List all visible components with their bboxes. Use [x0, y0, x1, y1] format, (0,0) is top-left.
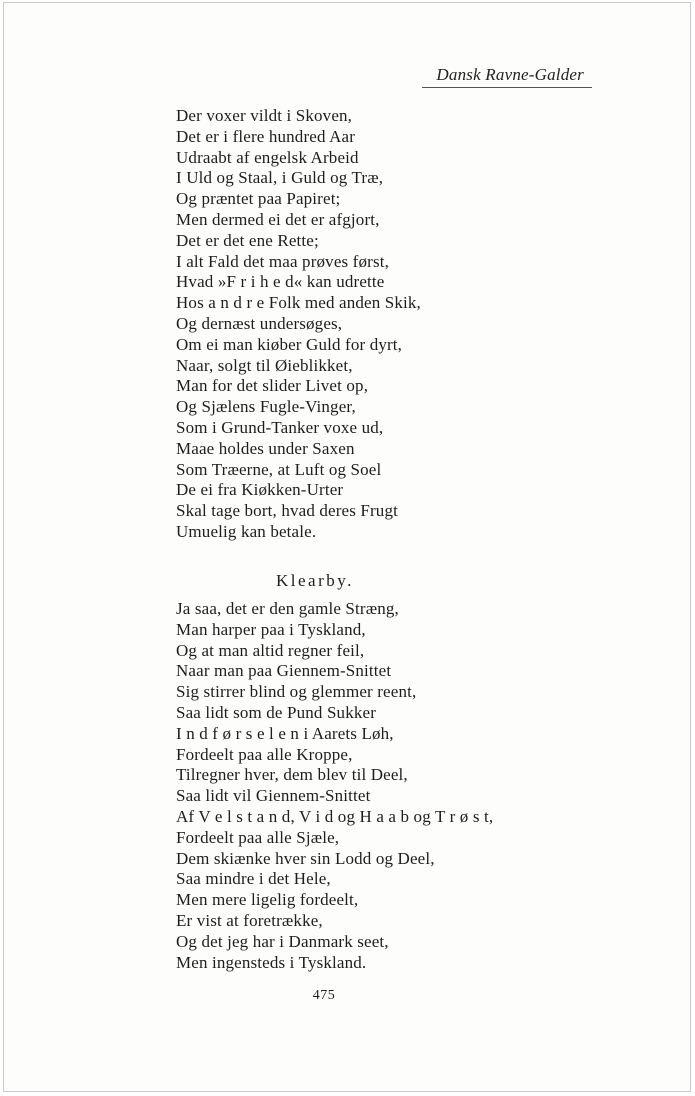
verse-line: Som Træerne, at Luft og Soel: [176, 459, 382, 479]
verse-line: Dem skiænke hver sin Lodd og Deel,: [176, 848, 435, 868]
verse-line: I Uld og Staal, i Guld og Træ,: [176, 168, 384, 188]
stanza-1: [176, 106, 421, 543]
verse-line: Ja saa, det er den gamle Stræng,: [176, 599, 399, 618]
verse-line: Tilregner hver, dem blev til Deel,: [176, 765, 408, 785]
verse-line: De ei fra Kiøkken-Urter: [176, 480, 344, 500]
verse-line: I alt Fald det maa prøves først,: [176, 251, 389, 271]
stanza-2: [176, 599, 493, 973]
verse-line: Sig stirrer blind og glemmer reent,: [176, 682, 417, 702]
verse-line: Der voxer vildt i Skoven,: [176, 106, 353, 125]
page-number: 475: [312, 988, 336, 1003]
verse-line: Saa lidt som de Pund Sukker: [176, 702, 377, 722]
verse-line: Udraabt af engelsk Arbeid: [176, 147, 359, 167]
running-head-rule: [422, 87, 592, 88]
verse-line: Naar, solgt til Øieblikket,: [176, 355, 353, 375]
verse-line: Er vist at foretrække,: [176, 910, 323, 930]
verse-line: Og dernæst undersøges,: [176, 313, 343, 333]
verse-line: Det er det ene Rette;: [176, 230, 319, 250]
verse-line: Men dermed ei det er afgjort,: [176, 209, 380, 229]
verse-line: Men mere ligelig fordeelt,: [176, 890, 359, 910]
verse-line: Fordeelt paa alle Sjæle,: [176, 827, 340, 847]
verse-line: Saa mindre i det Hele,: [176, 869, 331, 889]
verse-line: Om ei man kiøber Guld for dyrt,: [176, 334, 403, 354]
verse-line: I n d f ø r s e l e n i Aarets Løh,: [176, 723, 394, 743]
verse-line: Som i Grund-Tanker voxe ud,: [176, 417, 384, 437]
verse-line: Man harper paa i Tyskland,: [176, 619, 366, 639]
verse-line: Og præntet paa Papiret;: [176, 189, 341, 209]
verse-line: Hos a n d r e Folk med anden Skik,: [176, 293, 421, 313]
running-head: Dansk Ravne-Galder: [436, 65, 584, 84]
verse-line: Man for det slider Livet op,: [176, 376, 369, 396]
verse-line: Umuelig kan betale.: [176, 521, 317, 541]
verse-line: Og Sjælens Fugle-Vinger,: [176, 397, 356, 417]
book-page: [3, 2, 691, 1092]
speaker-heading: Klearby.: [276, 571, 354, 590]
verse-line: Saa lidt vil Giennem-Snittet: [176, 786, 371, 806]
verse-line: Men ingensteds i Tyskland.: [176, 952, 367, 972]
verse-line: Og at man altid regner feil,: [176, 640, 365, 660]
verse-line: Skal tage bort, hvad deres Frugt: [176, 501, 398, 521]
verse-line: Det er i flere hundred Aar: [176, 126, 356, 146]
verse-line: Fordeelt paa alle Kroppe,: [176, 744, 353, 764]
verse-line: Af V e l s t a n d, V i d og H a a b og T r ø s t,: [176, 806, 494, 826]
verse-line: Maae holdes under Saxen: [176, 438, 355, 458]
verse-line: Naar man paa Giennem-Snittet: [176, 661, 392, 681]
verse-line: Hvad »F r i h e d« kan udrette: [176, 272, 385, 292]
verse-line: Og det jeg har i Danmark seet,: [176, 931, 389, 951]
